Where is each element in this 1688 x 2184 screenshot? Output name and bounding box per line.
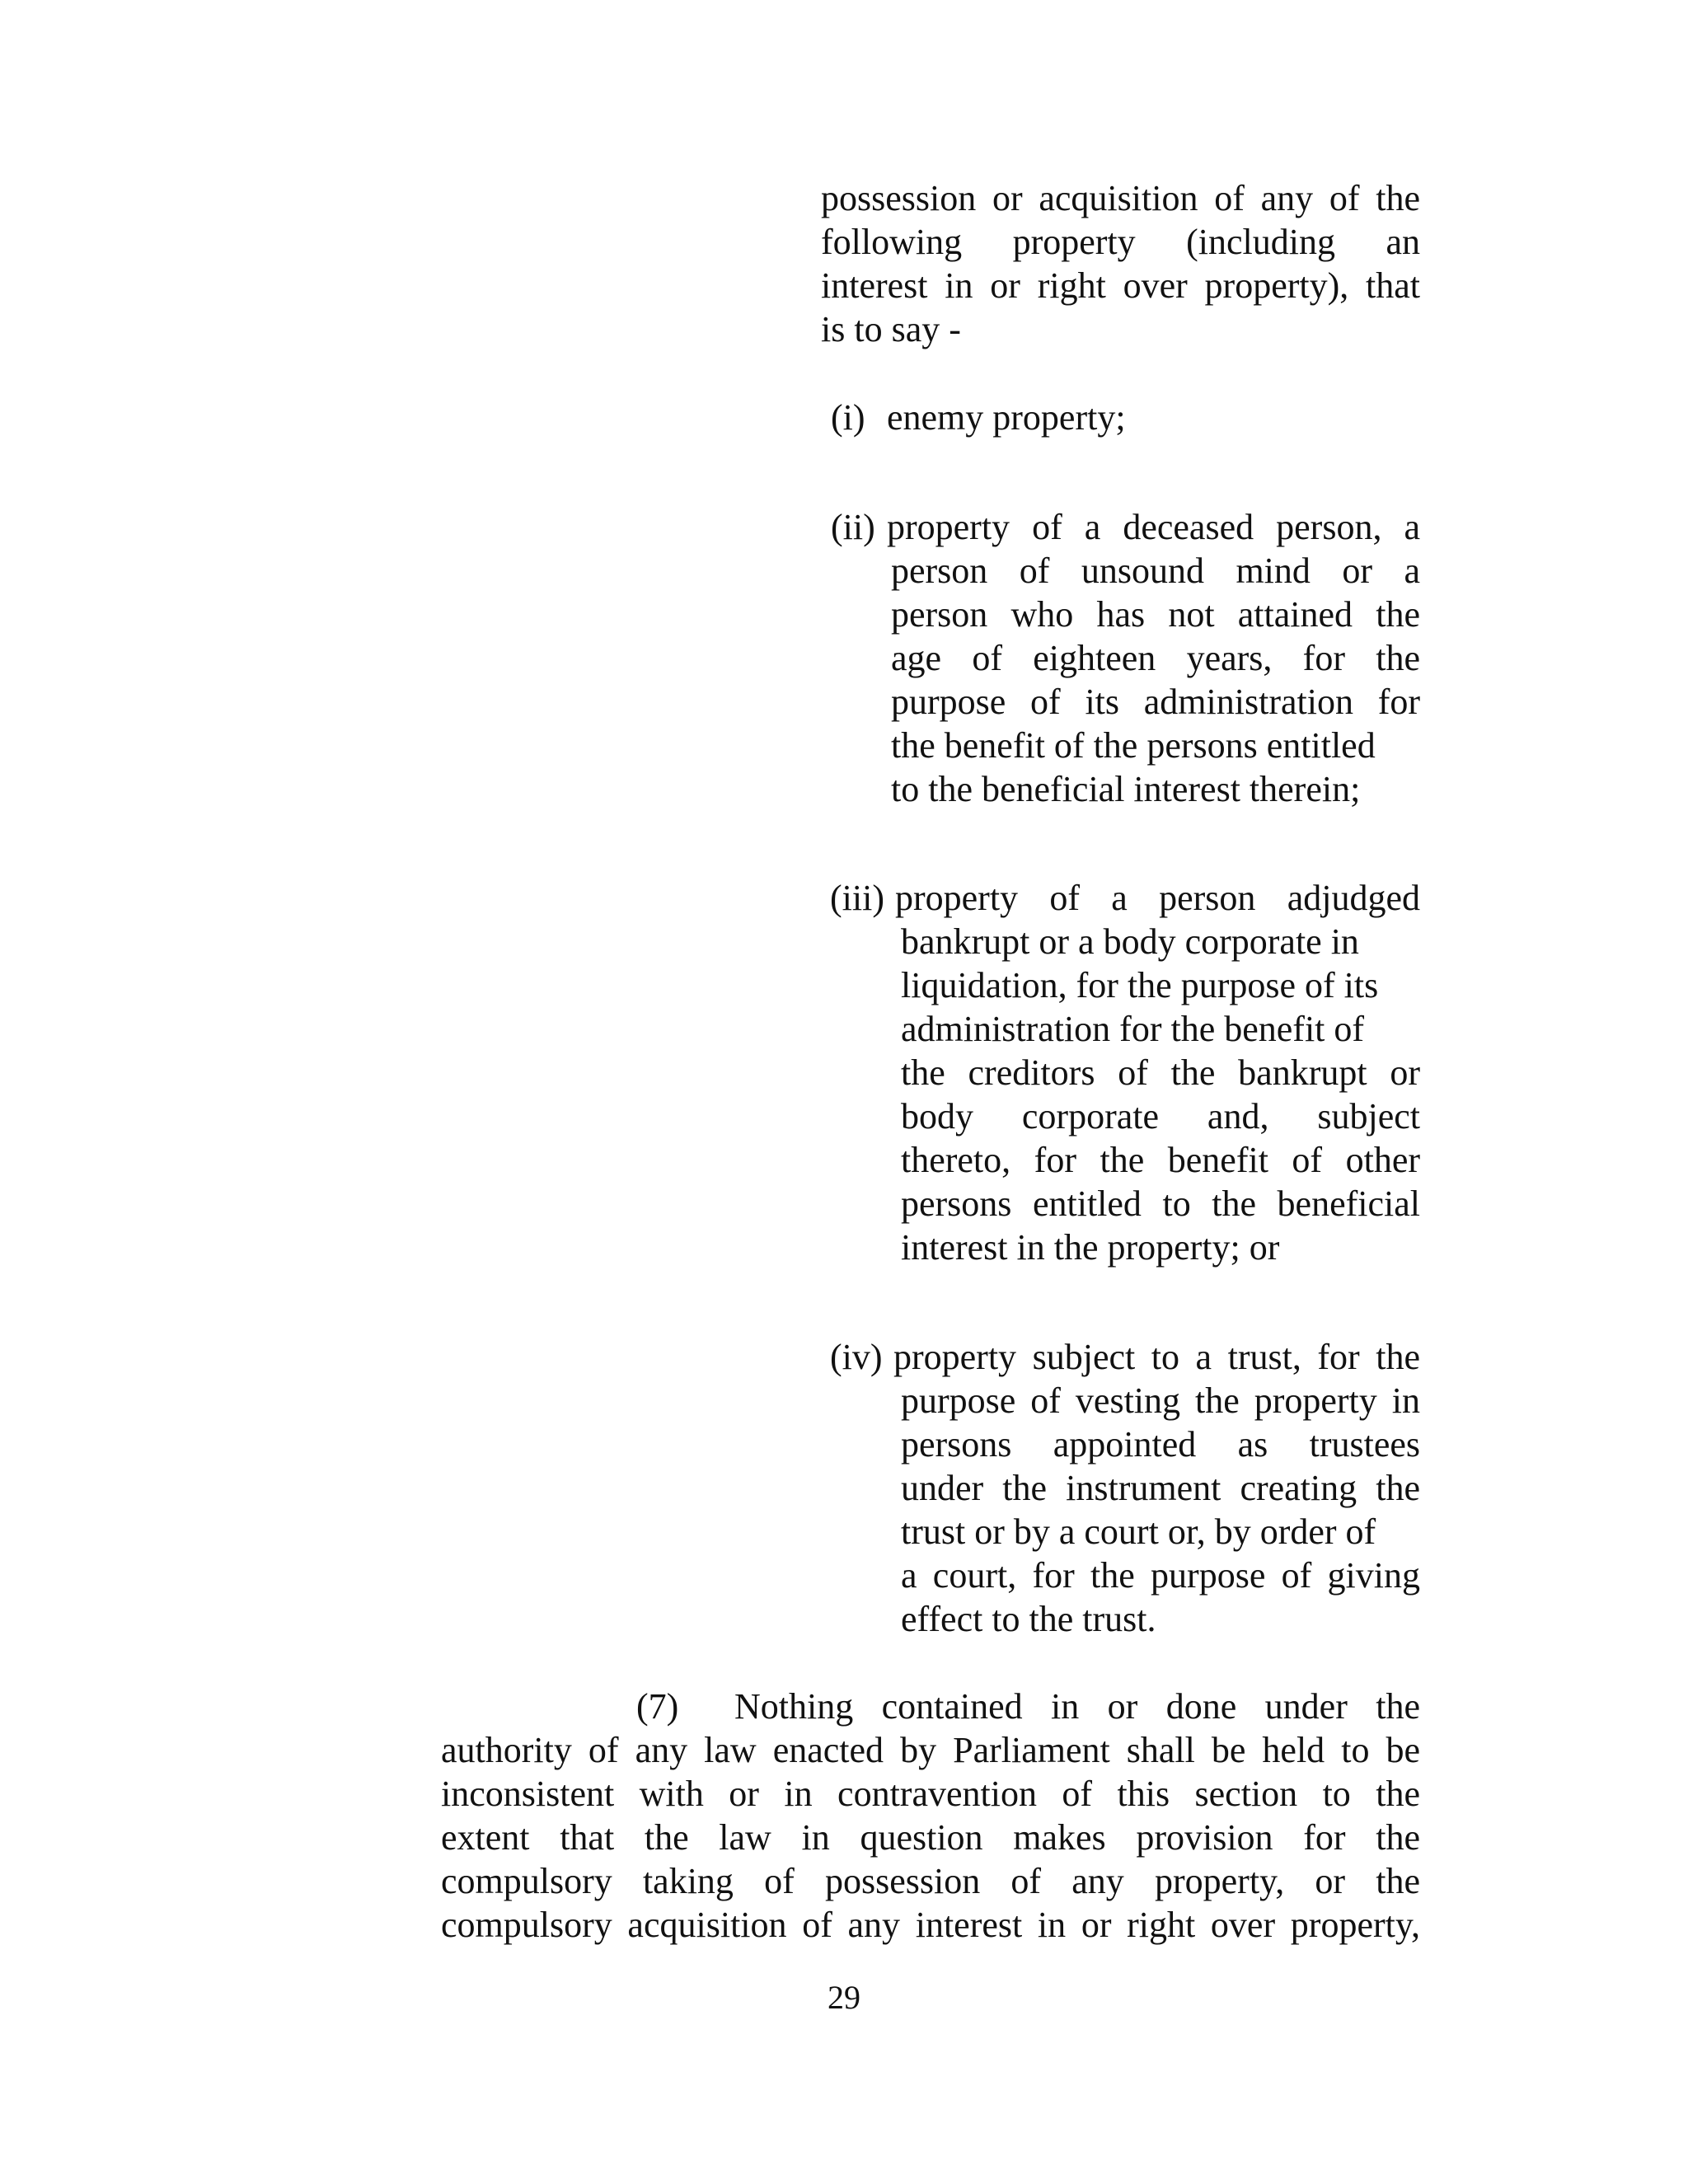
item-iv-line: a court, for the purpose of giving (901, 1555, 1420, 1596)
intro-line: following property (including an (821, 222, 1420, 262)
item-iv-line: purpose of vesting the property in (901, 1380, 1420, 1421)
item-iii-line: administration for the benefit of (901, 1009, 1365, 1049)
item-iv-label: (iv) (830, 1337, 883, 1377)
intro-line: interest in or right over property), that (821, 265, 1420, 306)
item-ii-line: purpose of its administration for (891, 682, 1420, 722)
intro-line: possession or acquisition of any of the (821, 178, 1420, 218)
item-iv-line: trust or by a court or, by order of (901, 1511, 1376, 1552)
item-iii-line: property of a person adjudged (895, 878, 1420, 918)
item-iii-line: body corporate and, subject (901, 1096, 1420, 1137)
page-number: 29 (828, 1979, 860, 2016)
para-7-line: extent that the law in question makes provision for the (441, 1817, 1420, 1858)
item-ii-line: person who has not attained the (891, 594, 1420, 635)
para-7-line: compulsory taking of possession of any property, or the (441, 1861, 1420, 1901)
item-iv-line: under the instrument creating the (901, 1468, 1420, 1508)
item-iii-label: (iii) (830, 878, 884, 918)
item-iii-line: the creditors of the bankrupt or (901, 1052, 1420, 1093)
item-iv-line: effect to the trust. (901, 1599, 1156, 1639)
para-7-number: (7) (636, 1686, 679, 1727)
item-ii-line: property of a deceased person, a (887, 507, 1420, 547)
para-7-line: compulsory acquisition of any interest in or right over property, (441, 1905, 1420, 1945)
item-iii-line: persons entitled to the beneficial (901, 1183, 1420, 1224)
item-iii-line: interest in the property; or (901, 1227, 1280, 1268)
item-ii-line: age of eighteen years, for the (891, 638, 1420, 678)
item-ii-line: to the beneficial interest therein; (891, 769, 1361, 809)
item-iii-line: thereto, for the benefit of other (901, 1140, 1420, 1180)
item-ii-label: (ii) (831, 507, 875, 547)
item-i-label: (i) (831, 397, 865, 438)
item-iv-line: persons appointed as trustees (901, 1424, 1420, 1465)
item-ii-line: the benefit of the persons entitled (891, 725, 1376, 766)
para-7-line: inconsistent with or in contravention of this section to the (441, 1774, 1420, 1814)
item-iii-line: bankrupt or a body corporate in (901, 921, 1359, 962)
item-ii-line: person of unsound mind or a (891, 551, 1420, 591)
item-iv-line: property subject to a trust, for the (893, 1337, 1420, 1377)
item-iii-line: liquidation, for the purpose of its (901, 965, 1379, 1005)
para-7-line: authority of any law enacted by Parliament shall be held to be (441, 1730, 1420, 1770)
para-7-first-text: Nothing contained in or done under the (734, 1686, 1420, 1727)
intro-line: is to say - (821, 309, 961, 349)
item-i-text: enemy property; (887, 397, 1126, 438)
